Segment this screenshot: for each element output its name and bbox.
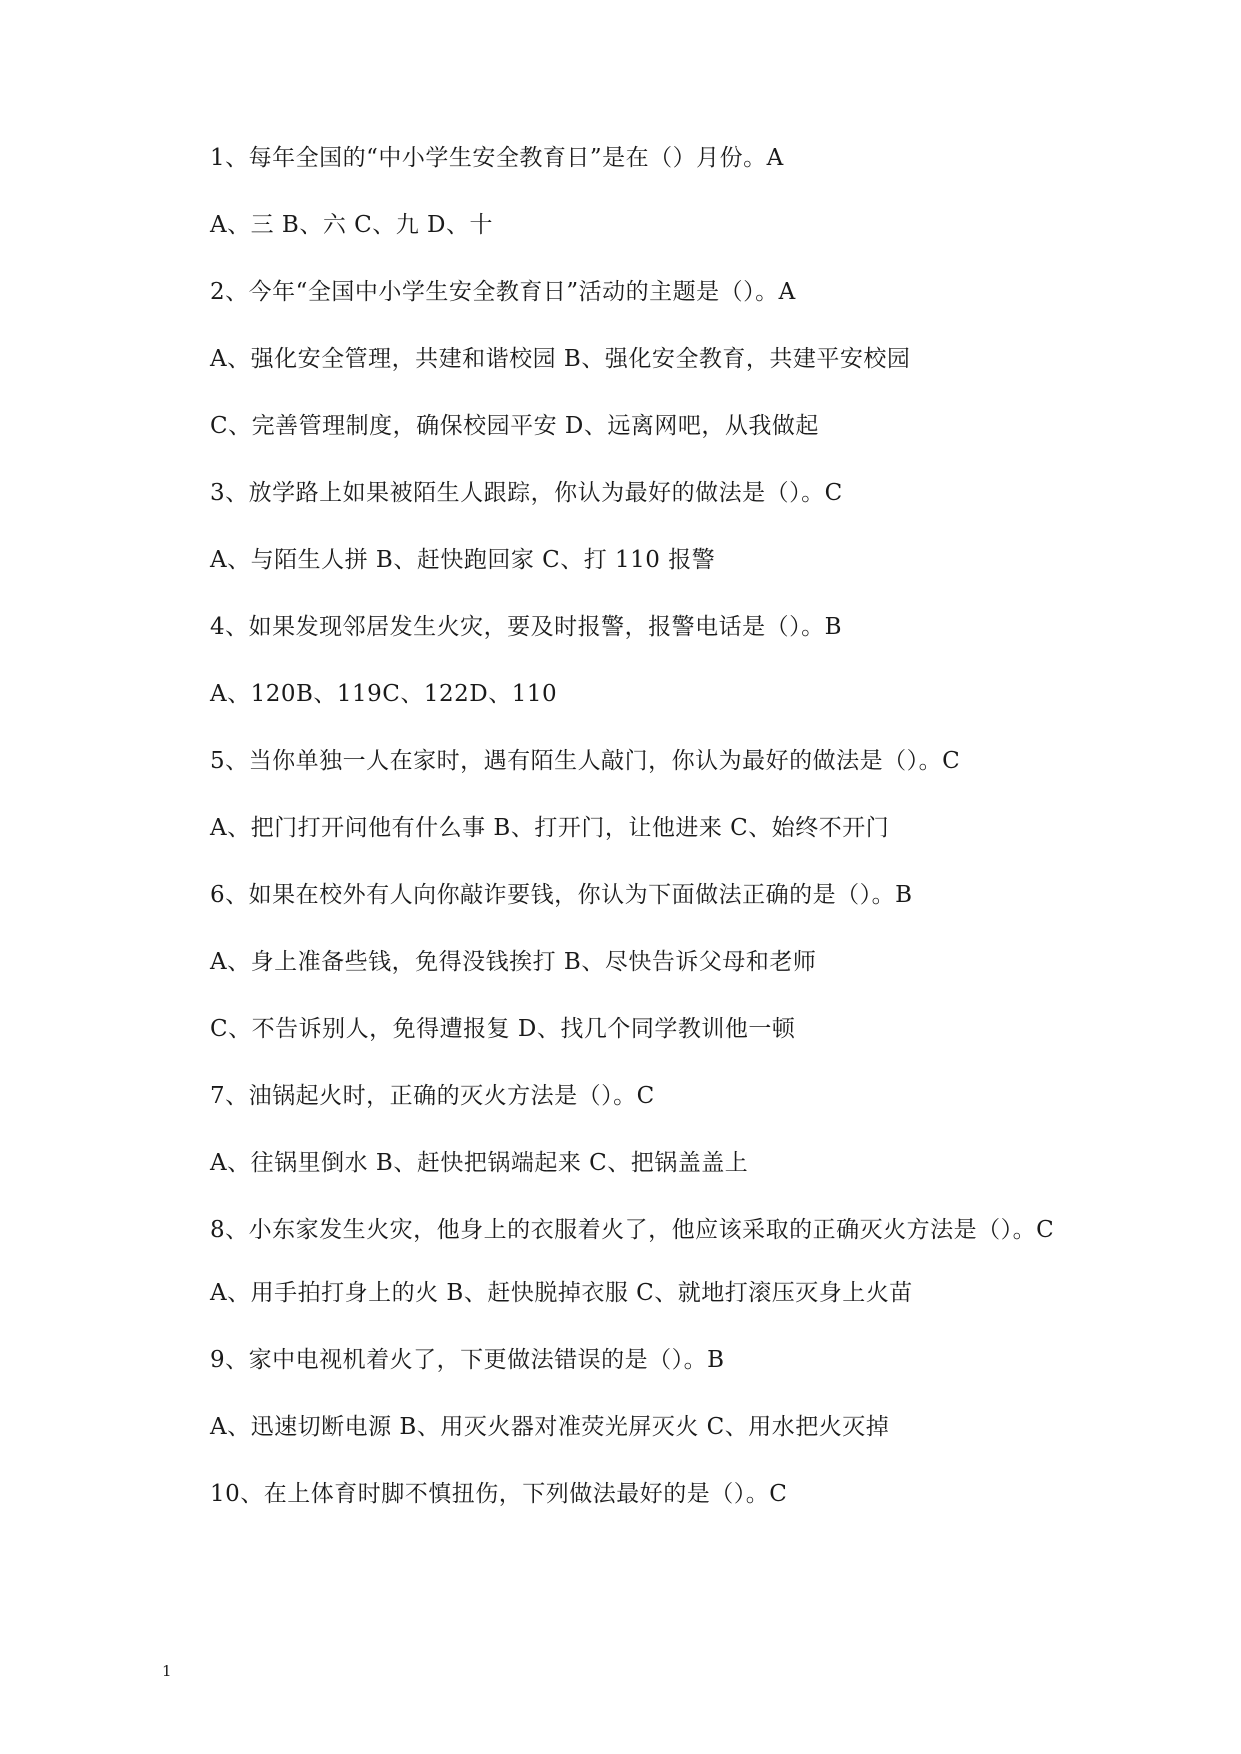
question-4: 4、如果发现邻居发生火灾，要及时报警，报警电话是（）。B: [210, 614, 843, 640]
question-9: 9、家中电视机着火了，下更做法错误的是（）。B: [210, 1347, 725, 1373]
question-7: 7、油锅起火时，正确的灭火方法是（）。C: [210, 1083, 655, 1109]
options-8: A、用手拍打身上的火 B、赶快脱掉衣服 C、就地打滚压灭身上火苗: [210, 1280, 913, 1306]
question-3: 3、放学路上如果被陌生人跟踪，你认为最好的做法是（）。C: [210, 480, 843, 506]
question-6: 6、如果在校外有人向你敲诈要钱，你认为下面做法正确的是（）。B: [210, 882, 913, 908]
options-1: A、三 B、六 C、九 D、十: [210, 212, 493, 238]
options-6-ab: A、身上准备些钱，免得没钱挨打 B、尽快告诉父母和老师: [210, 949, 817, 975]
quiz-content: [161, 143, 1081, 1546]
question-10: 10、在上体育时脚不慎扭伤，下列做法最好的是（）。C: [210, 1481, 788, 1507]
question-5: 5、当你单独一人在家时，遇有陌生人敲门，你认为最好的做法是（）。C: [210, 748, 961, 774]
question-2: 2、今年“全国中小学生安全教育日”活动的主题是（）。A: [210, 279, 796, 305]
options-5: A、把门打开问他有什么事 B、打开门，让他进来 C、始终不开门: [210, 815, 890, 841]
page-number: 1: [162, 1662, 172, 1680]
options-4: A、120B、119C、122D、110: [210, 681, 558, 707]
options-6-cd: C、不告诉别人，免得遭报复 D、找几个同学教训他一顿: [210, 1016, 796, 1042]
options-3: A、与陌生人拼 B、赶快跑回家 C、打 110 报警: [210, 547, 716, 573]
question-8: 8、小东家发生火灾，他身上的衣服着火了，他应该采取的正确灭火方法是（）。C: [210, 1217, 1055, 1243]
options-2-cd: C、完善管理制度，确保校园平安 D、远离网吧，从我做起: [210, 413, 819, 439]
options-9: A、迅速切断电源 B、用灭火器对准荧光屏灭火 C、用水把火灭掉: [210, 1414, 890, 1440]
question-1: 1、每年全国的“中小学生安全教育日”是在（）月份。A: [210, 145, 784, 171]
options-7: A、往锅里倒水 B、赶快把锅端起来 C、把锅盖盖上: [210, 1150, 749, 1176]
options-2-ab: A、强化安全管理，共建和谐校园 B、强化安全教育，共建平安校园: [210, 346, 911, 372]
